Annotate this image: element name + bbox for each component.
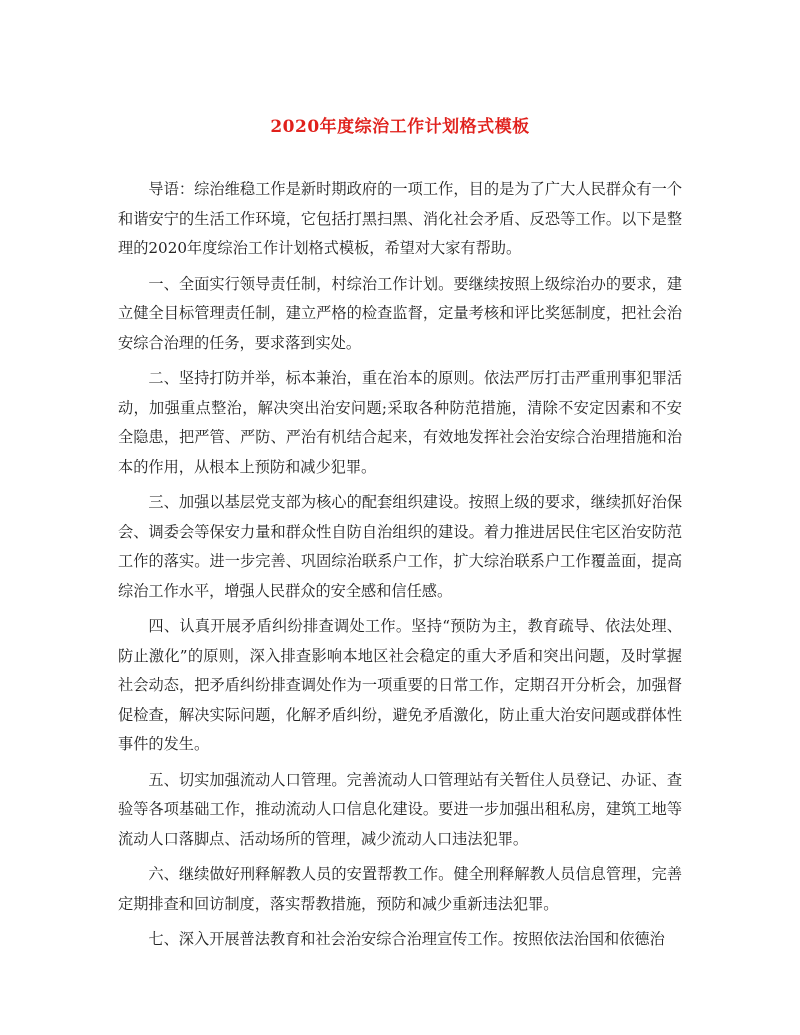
paragraph-1: 一、全面实行领导责任制，村综治工作计划。要继续按照上级综治办的要求，建立健全目标管理责任制，建立严格的检查监督，定量考核和评比奖惩制度，把社会治安综合治理的任务，要求落到实处。 bbox=[118, 274, 682, 352]
paragraph-5: 五、切实加强流动人口管理。完善流动人口管理站有关暂住人员登记、办证、查验等各项基础工作，推动流动人口信息化建设。要进一步加强出租私房，建筑工地等流动人口落脚点、活动场所的管理，减少流动人口违法犯罪。 bbox=[118, 770, 682, 848]
paragraph-7: 七、深入开展普法教育和社会治安综合治理宣传工作。按照依法治国和依德治 bbox=[148, 930, 665, 948]
paragraph-2: 二、坚持打防并举，标本兼治，重在治本的原则。依法严厉打击严重刑事犯罪活动，加强重点整治，解决突出治安问题;采取各种防范措施，清除不安定因素和不安全隐患，把严管、严防、严治有机结合起来，有效地发挥社会治安综合治理措施和治本的作用，从根本上预防和减少犯罪。 bbox=[118, 369, 682, 476]
paragraph-3: 三、加强以基层党支部为核心的配套组织建设。按照上级的要求，继续抓好治保会、调委会等保安力量和群众性自防自治组织的建设。着力推进居民住宅区治安防范工作的落实。进一步完善、巩固综治联系户工作，扩大综治联系户工作覆盖面，提高综治工作水平，增强人民群众的安全感和信任感。 bbox=[118, 493, 682, 600]
paragraph-4: 四、认真开展矛盾纠纷排查调处工作。坚持“预防为主，教育疏导、依法处理、防止激化”的原则，深入排查影响本地区社会稳定的重大矛盾和突出问题，及时掌握社会动态，把矛盾纠纷排查调处作为一项重要的日常工作，定期召开分析会，加强督促检查，解决实际问题，化解矛盾纠纷，避免矛盾激化，防止重大治安问题或群体性事件的发生。 bbox=[118, 617, 682, 753]
document-title: 2020年度综治工作计划格式模板 bbox=[270, 117, 530, 137]
paragraph-intro: 导语：综治维稳工作是新时期政府的一项工作，目的是为了广大人民群众有一个和谐安宁的生活工作环境，它包括打黑扫黑、消化社会矛盾、反恐等工作。以下是整理的2020年度综治工作计划格式模板，希望对大家有帮助。 bbox=[118, 180, 682, 257]
document-body bbox=[118, 175, 682, 961]
paragraph-6: 六、继续做好刑释解教人员的安置帮教工作。健全刑释解教人员信息管理，完善定期排查和回访制度，落实帮教措施，预防和减少重新违法犯罪。 bbox=[118, 865, 682, 913]
